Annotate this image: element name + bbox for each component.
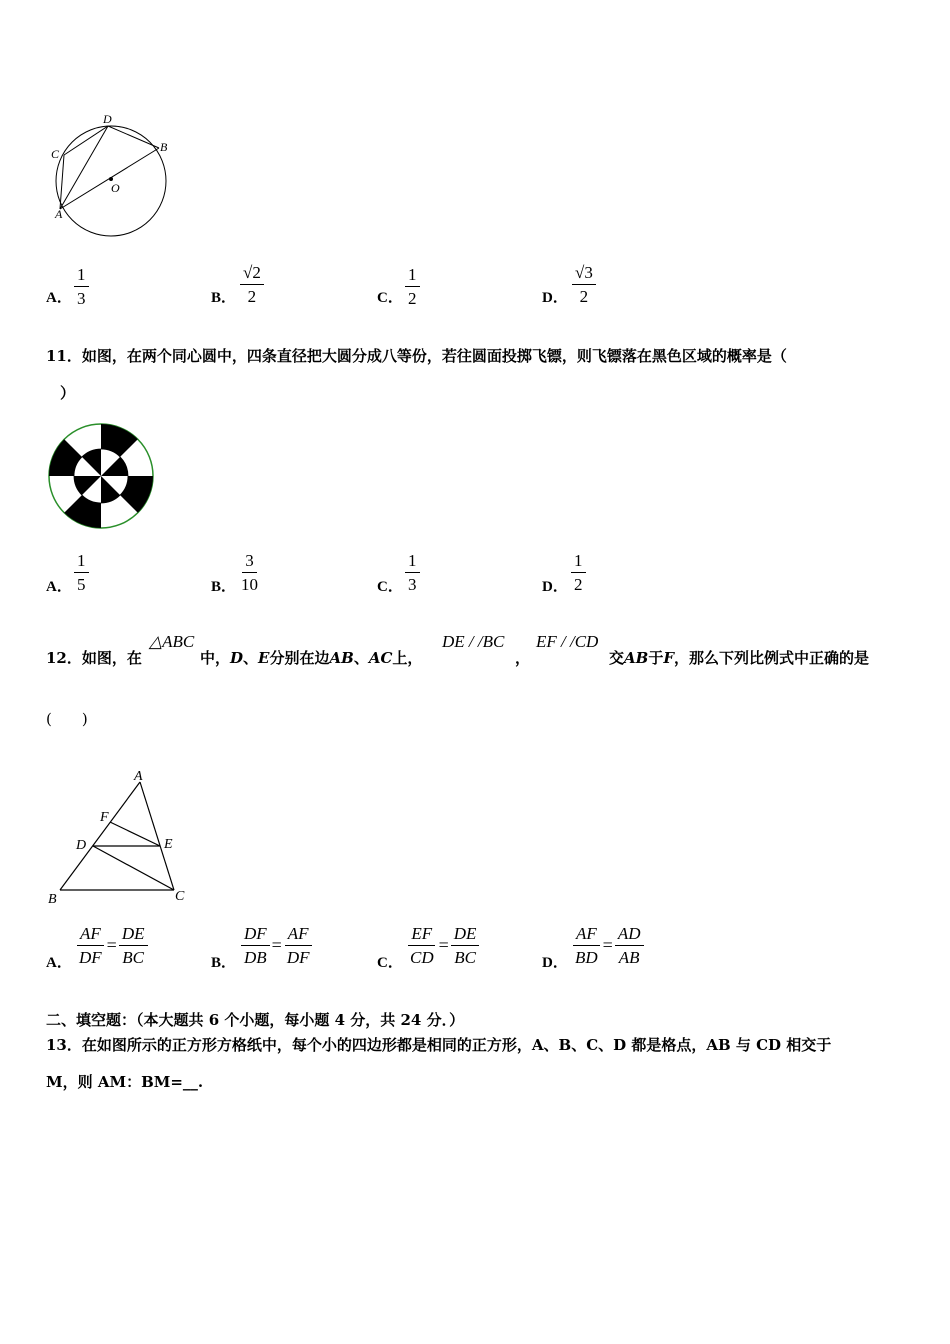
q12-triangle: △ABC (149, 632, 195, 651)
q11-option-c-fraction (405, 552, 420, 593)
q10-label-b: B (160, 140, 168, 154)
q12-option-a-equation (76, 925, 148, 966)
q12-label-b: B (48, 892, 57, 907)
q12-point-d: D (230, 649, 244, 667)
q12-mid3: 上， (392, 649, 423, 667)
fraction-numerator: 3 (242, 552, 257, 573)
q11-text-line1: 11．如图，在两个同心圆中，四条直径把大圆分成八等份，若往圆面投掷飞镖，则飞镖落在黑色区域的概率是（ (46, 347, 787, 365)
fraction-denominator: DF (79, 948, 102, 967)
fraction-numerator: AD (615, 925, 644, 946)
fraction-denominator: 2 (247, 287, 257, 306)
q12-option-b-label[interactable]: B． (211, 955, 237, 971)
q12-label-f: F (100, 810, 109, 825)
fraction-numerator: √2 (240, 264, 264, 285)
q11-dartboard-figure (45, 420, 157, 532)
q12-answer-paren: ( ) (46, 710, 88, 728)
lhs-fraction (241, 925, 270, 966)
fraction-denominator: BC (454, 948, 476, 967)
q12-mid1: 中， (200, 649, 231, 667)
rhs-fraction (119, 925, 148, 966)
q12-sep: 、 (353, 649, 369, 667)
fraction-denominator: 2 (579, 287, 589, 306)
q10-option-c-label[interactable]: C． (377, 290, 403, 306)
q12-label-d: D (76, 838, 87, 853)
q12-option-c-label[interactable]: C． (377, 955, 403, 971)
q10-label-a: A (55, 207, 63, 221)
q12-label-c: C (175, 889, 185, 904)
fraction-denominator: 3 (77, 289, 86, 308)
lhs-fraction (407, 925, 437, 966)
q11-text-line2: ） (60, 384, 76, 402)
fraction-denominator: 2 (574, 575, 583, 594)
q12-point-f: F (663, 649, 675, 667)
rhs-fraction (451, 925, 480, 966)
q10-option-d-fraction (572, 264, 596, 305)
q12-suffix: ，那么下列比例式中正确的是 (674, 649, 870, 667)
fraction-numerator: 1 (571, 552, 586, 573)
q11-option-d-fraction (571, 552, 586, 593)
fraction-numerator: √3 (572, 264, 596, 285)
q12-option-d-label[interactable]: D． (542, 955, 568, 971)
equals-sign: = (106, 935, 117, 955)
fraction-numerator: 1 (74, 552, 89, 573)
q12-label-a: A (134, 769, 143, 784)
q12-mid4: 交 (609, 649, 625, 667)
q12-side-ab2: AB (624, 649, 649, 667)
fraction-numerator: 1 (74, 266, 89, 287)
fraction-denominator: 10 (241, 575, 258, 594)
q12-option-b-equation (241, 925, 313, 966)
q12-inline-text-2 (609, 647, 869, 668)
q12-option-c-equation (407, 925, 479, 966)
lhs-fraction (76, 925, 105, 966)
fraction-numerator: AF (77, 925, 104, 946)
q13-text-line1: 13．在如图所示的正方形方格纸中，每个小的四边形都是相同的正方形，A、B、C、D 都是格点，AB 与 CD 相交于 (46, 1036, 832, 1054)
q10-label-c: C (51, 147, 60, 161)
q10-option-d-label[interactable]: D． (542, 290, 568, 306)
fraction-numerator: 1 (405, 552, 420, 573)
q12-label-e: E (164, 837, 173, 852)
q12-condition-ef-cd: EF / /CD (536, 632, 599, 651)
equals-sign: = (602, 935, 613, 955)
q13-text-line2: M，则 AM：BM=__. (46, 1073, 204, 1091)
q11-option-d-label[interactable]: D． (542, 579, 568, 595)
lhs-fraction (572, 925, 601, 966)
fraction-denominator: 2 (408, 289, 417, 308)
q11-option-a-fraction (74, 552, 89, 593)
q10-option-a-label[interactable]: A． (46, 290, 72, 306)
fraction-denominator: AB (618, 948, 640, 967)
fraction-denominator: DF (286, 948, 310, 967)
q12-mid2: 分别在边 (269, 649, 330, 667)
section-heading: 二、填空题：（本大题共 6 个小题，每小题 4 分，共 24 分．） (46, 1011, 465, 1029)
fraction-denominator: DB (244, 948, 267, 967)
fraction-numerator: DE (451, 925, 480, 946)
q10-option-a-fraction (74, 266, 89, 307)
q11-option-c-label[interactable]: C． (377, 579, 403, 595)
fraction-numerator: 1 (405, 266, 420, 287)
q12-comma: ， (515, 649, 531, 667)
q12-inline-text (200, 647, 422, 668)
q10-label-o: O (111, 181, 120, 195)
fraction-denominator: 3 (408, 575, 417, 594)
q11-option-b-fraction (238, 552, 261, 593)
q10-option-b-fraction (240, 264, 264, 305)
q12-sep: 、 (243, 649, 259, 667)
fraction-denominator: CD (410, 948, 434, 967)
rhs-fraction (284, 925, 313, 966)
q12-side-ac: AC (368, 649, 393, 667)
fraction-numerator: AF (573, 925, 600, 946)
fraction-numerator: DF (241, 925, 270, 946)
q10-circle-figure (40, 105, 180, 240)
q12-side-ab: AB (329, 649, 354, 667)
q12-option-d-equation (572, 925, 644, 966)
fraction-numerator: AF (285, 925, 312, 946)
equals-sign: = (438, 935, 449, 955)
q12-prefix: 12．如图，在 (46, 649, 142, 667)
rhs-fraction (615, 925, 644, 966)
q12-mid5: 于 (648, 649, 664, 667)
q10-option-c-fraction (405, 266, 420, 307)
q11-option-a-label[interactable]: A． (46, 579, 72, 595)
fraction-denominator: BC (122, 948, 145, 967)
q10-label-d: D (103, 112, 112, 126)
q10-option-b-label[interactable]: B． (211, 290, 237, 306)
q12-condition-de-bc: DE / /BC (442, 632, 505, 651)
fraction-denominator: BD (575, 948, 598, 967)
fraction-numerator: DE (119, 925, 148, 946)
fraction-denominator: 5 (77, 575, 86, 594)
equals-sign: = (271, 935, 282, 955)
fraction-numerator: EF (408, 925, 435, 946)
q12-point-e: E (258, 649, 270, 667)
q12-triangle-figure (42, 765, 202, 915)
q11-option-b-label[interactable]: B． (211, 579, 237, 595)
q12-option-a-label[interactable]: A． (46, 955, 72, 971)
